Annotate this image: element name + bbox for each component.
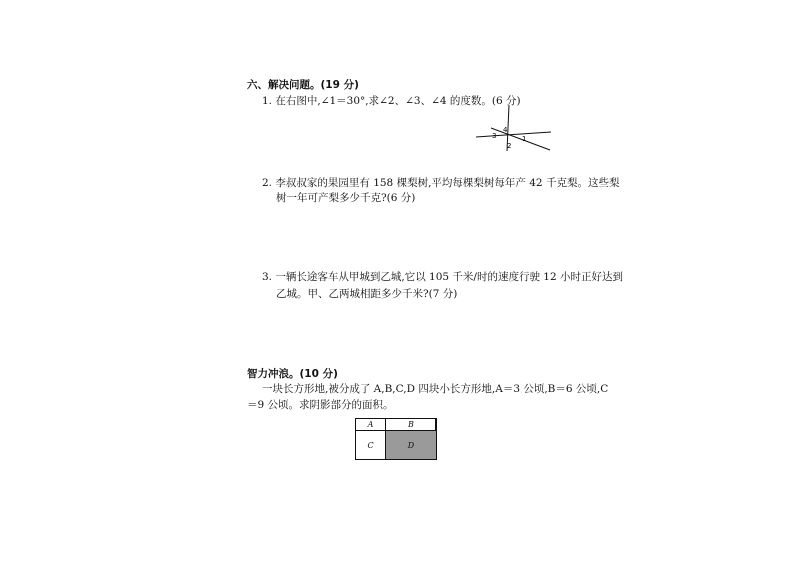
question-1-text: 1. 在右图中,∠1＝30°,求∠2、∠3、∠4 的度数。(6 分) — [262, 95, 521, 107]
challenge-heading: 智力冲浪。(10 分) — [247, 368, 338, 380]
challenge-line-2: ＝9 公顷。求阴影部分的面积。 — [247, 399, 394, 411]
slanted-line — [491, 128, 550, 150]
angle-label-4: 4 — [503, 126, 508, 134]
section-heading: 六、解决问题。(19 分) — [247, 79, 359, 91]
rectangle-grid — [355, 418, 436, 460]
angle-label-2: 2 — [507, 142, 512, 150]
angle-label-1: 1 — [522, 135, 527, 143]
question-3-line-1: 3. 一辆长途客车从甲城到乙城,它以 105 千米/时的速度行驶 12 小时正好达到 — [262, 271, 623, 283]
question-3-line-2: 乙城。甲、乙两城相距多少千米?(7 分) — [276, 288, 458, 300]
cell-a: A — [355, 418, 386, 431]
question-2-line-2: 树一年可产梨多少千克?(6 分) — [276, 192, 416, 204]
question-2-line-1: 2. 李叔叔家的果园里有 158 棵梨树,平均每棵梨树每年产 42 千克梨。这些梨 — [262, 177, 620, 189]
angle-label-3: 3 — [492, 132, 497, 140]
cell-b: B — [385, 418, 437, 431]
challenge-line-1: 一块长方形地,被分成了 A,B,C,D 四块小长方形地,A＝3 公顷,B＝6 公顷,C — [262, 383, 609, 395]
angle-figure — [476, 104, 552, 152]
cell-d-shaded: D — [385, 430, 437, 460]
cell-c: C — [355, 430, 386, 460]
